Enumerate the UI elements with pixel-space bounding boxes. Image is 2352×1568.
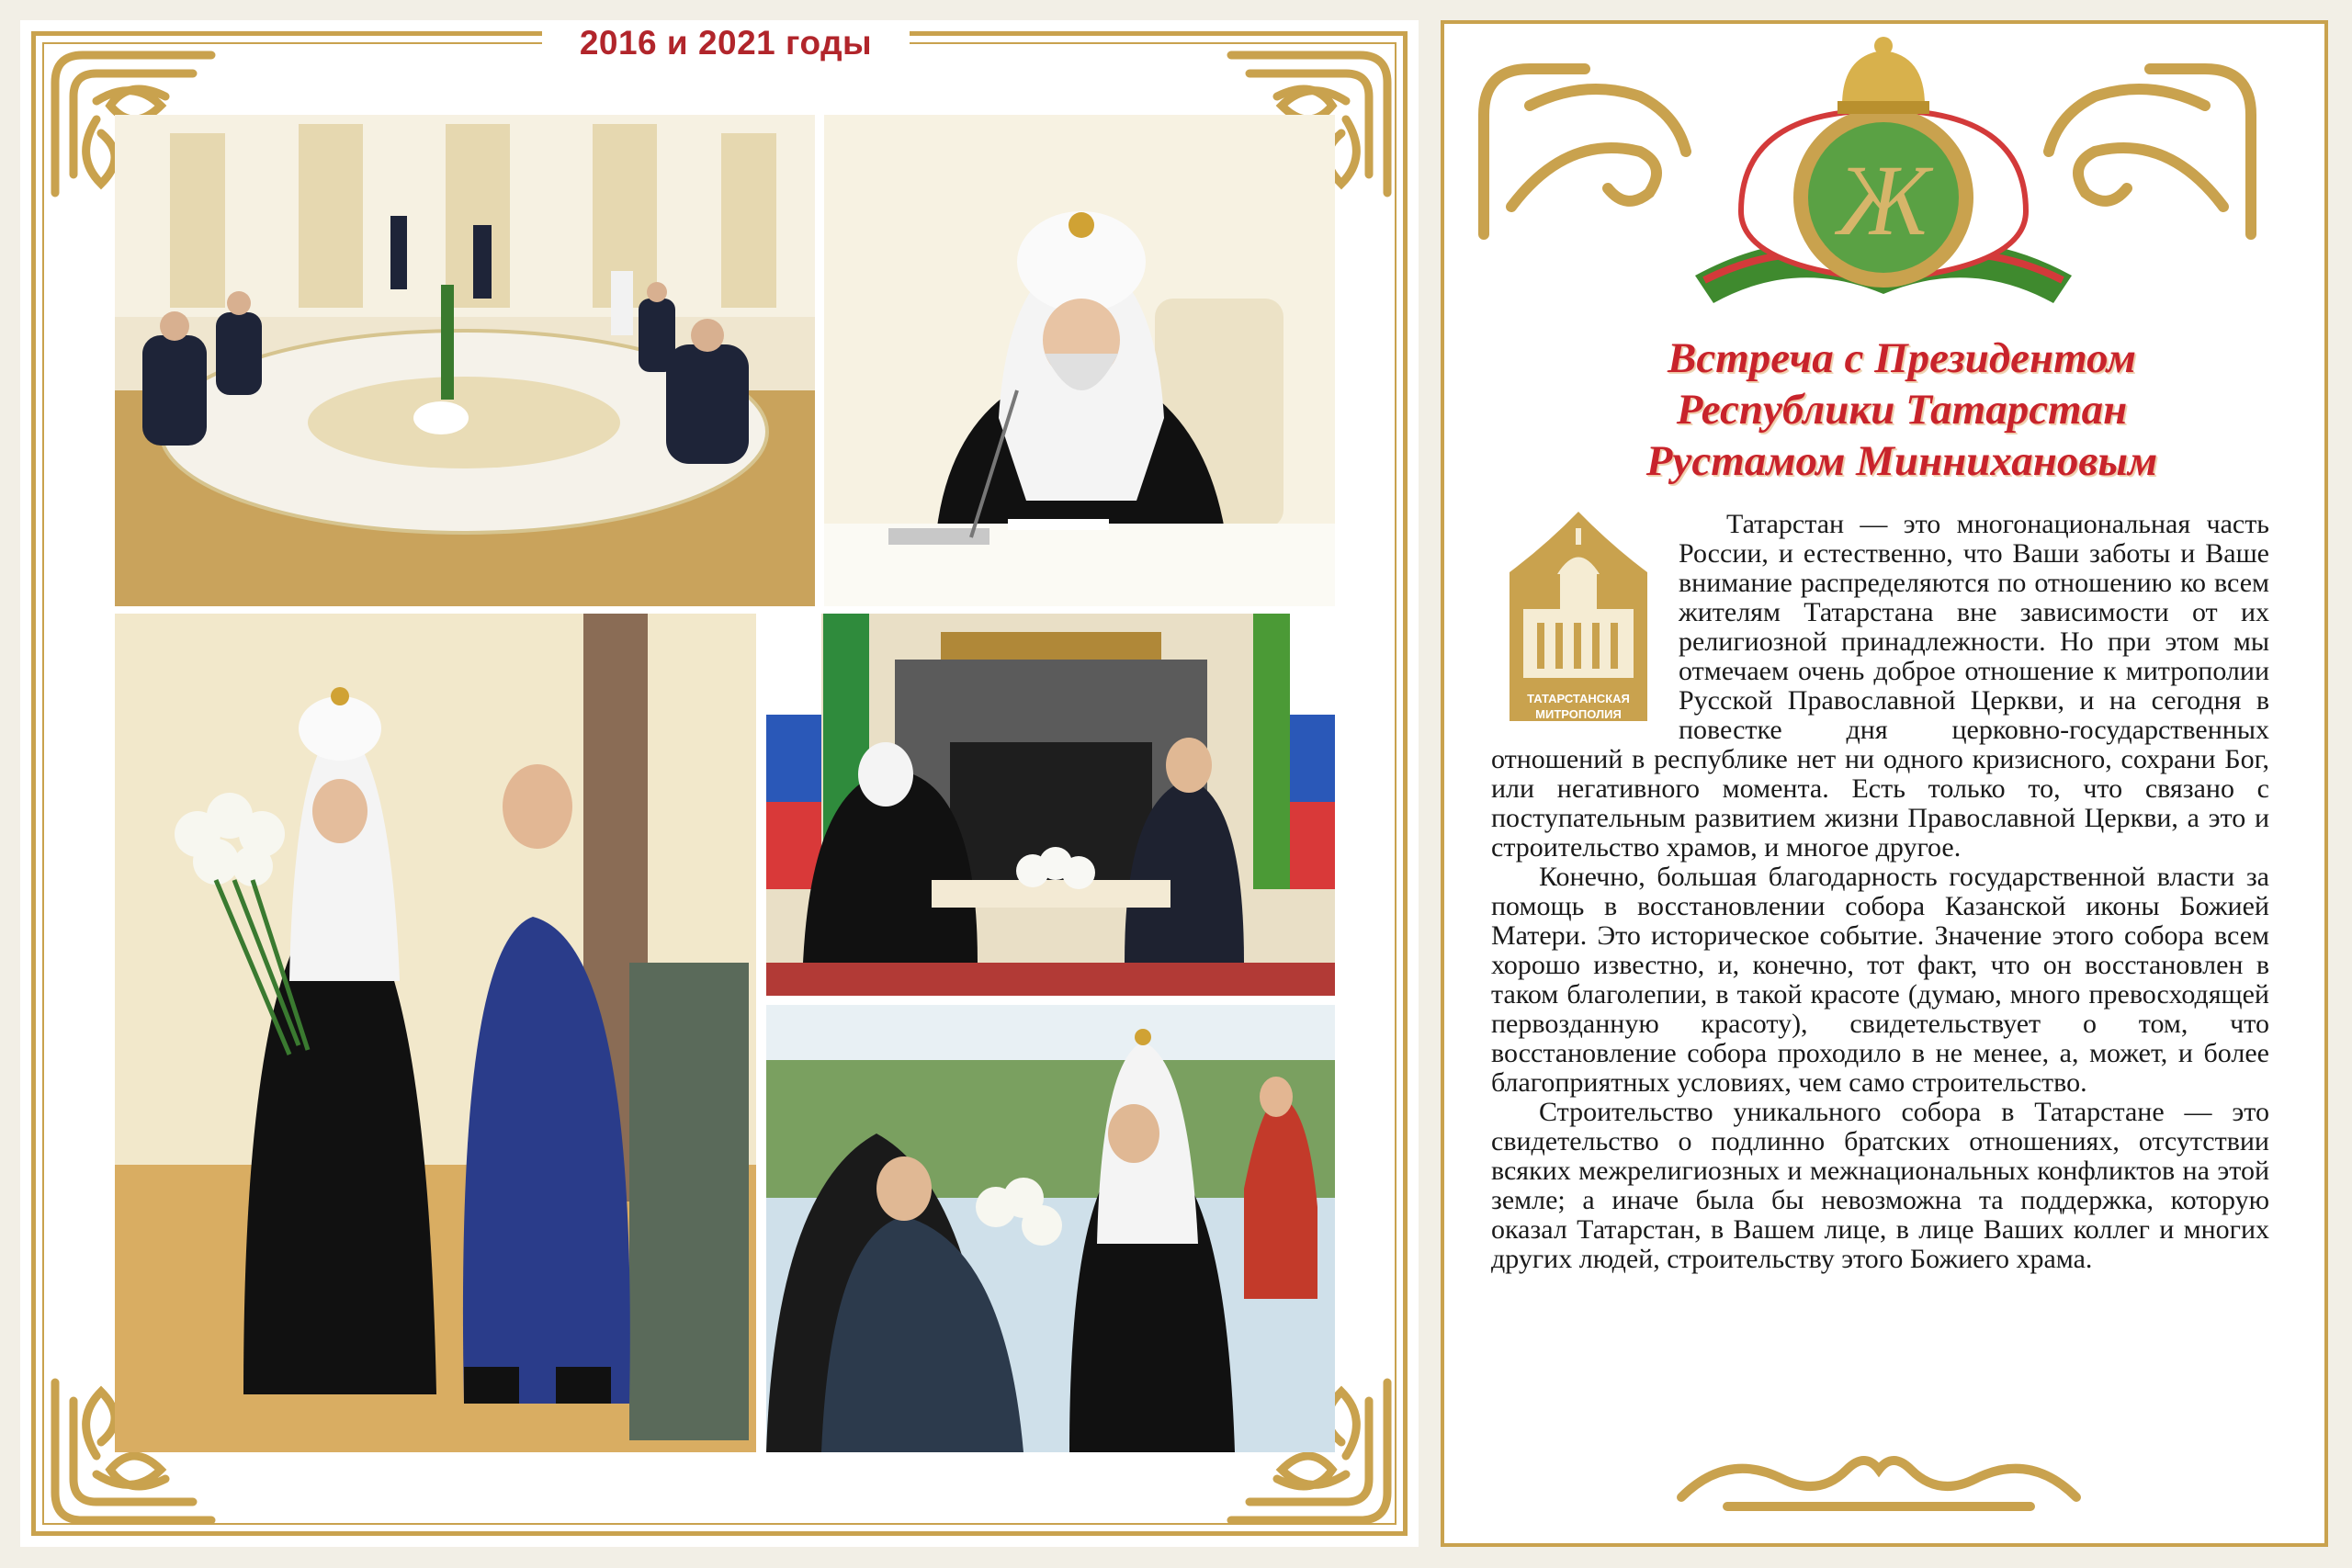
photo-patriarch-with-president — [115, 614, 756, 1452]
emblem-label-line1: ТАТАРСТАНСКАЯ — [1527, 692, 1630, 705]
speech-paragraph: Татарстан — это многонациональная часть России, и естественно, что Ваши заботы и Ваше внимание распределяются по отношению ко всем жителям Татарстана вне зависимости от их религиозной принадлежности. Но при этом мы отмечаем очень доброе отношение к митрополии Русской Православной Церкви, и на сегодня в повестке дня церковно-государственных отношений в республике нет ни одного кризисного, сохрани Бог, или негативного момента. Есть только то, что связано с поступательным развитием жизни Православной Церкви, а это и строительство храмов, и многое другое. — [1491, 509, 2269, 863]
photo-round-table-meeting — [115, 115, 815, 606]
meeting-title — [1617, 333, 2187, 487]
title-line: Встреча с Президентом — [1668, 334, 2136, 382]
title-line: Рустамом Миннихановым — [1645, 437, 2158, 485]
years-heading: 2016 и 2021 годы — [542, 24, 910, 62]
title-line: Республики Татарстан — [1676, 386, 2128, 434]
bottom-ornament-icon — [1672, 1442, 2086, 1516]
speech-paragraph: Конечно, большая благодарность государственной власти за помощь в восстановлении собора Казанской иконы Божией Матери. Это историческое событие. Значение этого собора всем хорошо известно, и, конечно, тот факт, что он восстановлен в таком благолепии, в такой красоте (думаю, много превосходящей первозданную красоту), свидетельствует о том, что восстановление собора проходило в не менее, а, может, и более благоприятных условиях, чем само строительство. — [1491, 862, 2269, 1098]
emblem-label-line2: МИТРОПОЛИЯ — [1535, 707, 1622, 721]
svg-text:Ж: Ж — [1837, 144, 1930, 256]
photo-fireplace-meeting — [766, 614, 1335, 996]
photo-patriarch-at-desk — [824, 115, 1335, 606]
speech-text — [1491, 510, 2269, 1274]
tatarstan-metropolis-emblem — [1491, 508, 1666, 721]
patriarch-coat-of-arms-icon — [1686, 28, 2081, 317]
speech-paragraph: Строительство уникального собора в Татарстане — это свидетельство о подлинно братских отношениях, отсутствии всяких межрелигиозных и межнациональных конфликтов на этой земле; а иначе была бы невозможна та поддержка, которую оказал Татарстан, в Вашем лице, в лице Ваших коллег и многих других людей, строительству этого Божиего храма. — [1491, 1097, 2269, 1274]
ornament-scroll-left-icon — [1475, 51, 1704, 243]
photo-handshake-outdoor — [766, 1005, 1335, 1452]
